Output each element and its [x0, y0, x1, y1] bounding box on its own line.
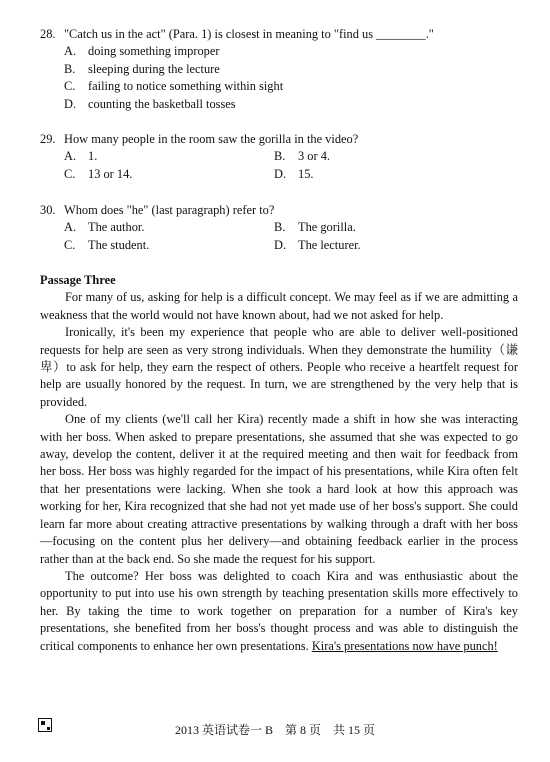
passage-title: Passage Three [40, 273, 116, 287]
options-list [40, 219, 520, 254]
option-a: A. The author. [64, 220, 145, 235]
option-b: B. The gorilla. [274, 220, 356, 235]
question-stem [40, 202, 520, 219]
question-28 [40, 26, 520, 113]
options-list [40, 148, 520, 183]
options-list [40, 43, 520, 113]
passage-paragraph: The outcome? Her boss was delighted to coach Kira and was enthusiastic about the opportunity to put into use his own strength by teaching presentation skills more effectively to her. By taking the time to work together on preparation for a number of Kira's key presentations, she benefited from her boss's thought process and was able to distinguish the critical components to enhance her own presentations. Kira's presentations now have punch! [40, 568, 518, 653]
option-c: C. The student. [64, 237, 150, 252]
option-d: D. counting the basketball tosses [64, 96, 236, 111]
question-number: 28. [40, 27, 56, 41]
passage-three [40, 272, 518, 655]
question-stem [40, 131, 520, 148]
underlined-sentence: Kira's presentations now have punch! [311, 638, 498, 653]
passage-paragraph: For many of us, asking for help is a difficult concept. We may feel as if we are admitting a weakness that the world would not have known about, had we not asked for help. [40, 290, 518, 322]
passage-paragraph: One of my clients (we'll call her Kira) recently made a shift in how she was interacting with her boss. When asked to prepare presentations, she assumed that she was expected to go away, develop the content, deliver it at the required meeting and then wait for feedback from her boss. Her boss was highly regarded for the impact of his presentations, while Kira often felt that her presentations were lacking. When she took a hard look at how this approach was working for her, Kira recognized that she had not yet made use of her boss's support. She could learn far more about creating attractive presentations by walking through a draft with her boss—focusing on the content plus her delivery—and obtaining feedback earlier in the process rather than at the back end. So she made the request for his support. [40, 412, 518, 566]
option-a: A. doing something improper [64, 44, 220, 59]
option-b: B. sleeping during the lecture [64, 61, 220, 76]
question-text: How many people in the room saw the gorilla in the video? [64, 132, 359, 146]
option-d: D. The lecturer. [274, 237, 361, 252]
passage-paragraph: Ironically, it's been my experience that people who are able to deliver well-positioned requests for help are seen as very strong individuals. When they demonstrate the humility（谦卑）to ask for help, they earn the respect of others. People who receive a heartfelt request for help are usually honored by the request. In turn, we are strengthened by the very help that is provided. [40, 325, 518, 409]
option-a: A. 1. [64, 149, 98, 164]
question-number: 30. [40, 203, 56, 217]
question-29 [40, 131, 520, 183]
page-footer: 2013 英语试卷一 B 第 8 页 共 15 页 [174, 723, 375, 737]
option-d: D. 15. [274, 166, 314, 181]
question-text: Whom does "he" (last paragraph) refer to? [64, 203, 275, 217]
question-text: "Catch us in the act" (Para. 1) is closest in meaning to "find us ________." [64, 27, 434, 41]
option-b: B. 3 or 4. [274, 149, 331, 164]
question-number: 29. [40, 132, 56, 146]
option-c: C. 13 or 14. [64, 166, 133, 181]
question-stem [40, 26, 520, 43]
question-30 [40, 202, 520, 254]
option-c: C. failing to notice something within sight [64, 79, 284, 94]
